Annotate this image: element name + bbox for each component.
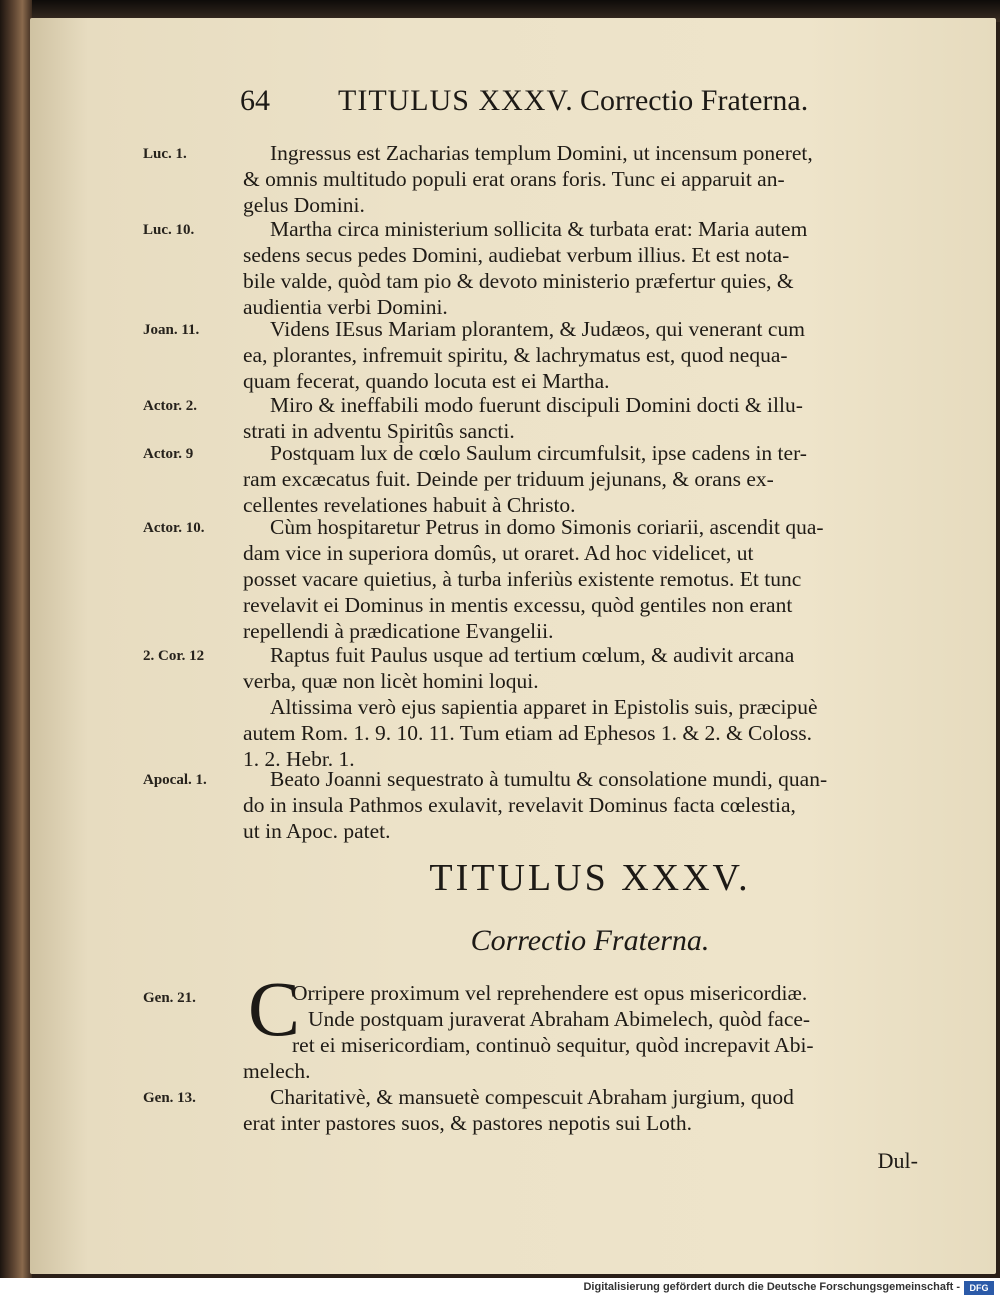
text-line: verba, quæ non licèt homini loqui. — [243, 669, 539, 693]
text-line: Ingressus est Zacharias templum Domini, ut incensum poneret, — [270, 141, 813, 165]
page-number: 64 — [240, 84, 270, 117]
text-line: autem Rom. 1. 9. 10. 11. Tum etiam ad Ephesos 1. & 2. & Coloss. — [243, 721, 812, 745]
text-line: Videns IEsus Mariam plorantem, & Judæos, qui venerant cum — [270, 317, 805, 341]
margin-reference: Luc. 1. — [143, 146, 187, 162]
running-head-title: TITULUS XXXV. — [338, 84, 574, 117]
text-line: 1. 2. Hebr. 1. — [243, 747, 355, 771]
running-head — [240, 84, 860, 128]
margin-reference: Luc. 10. — [143, 222, 195, 238]
footer-bar — [0, 1278, 1000, 1298]
text-line: gelus Domini. — [243, 193, 365, 217]
text-line: ea, plorantes, infremuit spiritu, & lachrymatus est, quod nequa- — [243, 343, 788, 367]
margin-reference: Joan. 11. — [143, 322, 200, 338]
text-line: strati in adventu Spiritûs sancti. — [243, 419, 515, 443]
text-line: do in insula Pathmos exulavit, revelavit Dominus facta cœlestia, — [243, 793, 796, 817]
text-line: repellendi à prædicatione Evangelii. — [243, 619, 554, 643]
catchword: Dul- — [877, 1148, 918, 1173]
text-line: Altissima verò ejus sapientia apparet in Epistolis suis, præcipuè — [270, 695, 818, 719]
section-subtitle: Correctio Fraterna. — [470, 924, 710, 957]
text-line: & omnis multitudo populi erat orans foris. Tunc ei apparuit an- — [243, 167, 785, 191]
text-line: Raptus fuit Paulus usque ad tertium cœlum, & audivit arcana — [270, 643, 795, 667]
text-line: bile valde, quòd tam pio & devoto ministerio præfertur quies, & — [243, 269, 794, 293]
text-line: posset vacare quietius, à turba inferiùs existente remotus. Et tunc — [243, 567, 802, 591]
margin-reference: 2. Cor. 12 — [143, 648, 205, 664]
margin-reference: Gen. 21. — [143, 990, 196, 1006]
text-line: erat inter pastores suos, & pastores nepotis sui Loth. — [243, 1111, 693, 1135]
text-line: Unde postquam juraverat Abraham Abimelech, quòd face- — [308, 1007, 811, 1031]
text-line: Martha circa ministerium sollicita & turbata erat: Maria autem — [270, 217, 808, 241]
margin-reference: Actor. 9 — [143, 446, 194, 462]
section-title: TITULUS XXXV. — [429, 857, 751, 899]
margin-reference: Apocal. 1. — [143, 772, 207, 788]
text-line: Orripere proximum vel reprehendere est opus misericordiæ. — [292, 981, 808, 1005]
page-content — [30, 18, 996, 1274]
text-line: cellentes revelationes habuit à Christo. — [243, 493, 576, 517]
text-line: ret ei misericordiam, continuò sequitur, quòd increpavit Abi- — [292, 1033, 814, 1057]
text-line: Cùm hospitaretur Petrus in domo Simonis coriarii, ascendit qua- — [270, 515, 824, 539]
text-line: revelavit ei Dominus in mentis excessu, quòd gentiles non erant — [243, 593, 793, 617]
text-line: audientia verbi Domini. — [243, 295, 448, 319]
margin-reference: Actor. 10. — [143, 520, 205, 536]
margin-reference: Actor. 2. — [143, 398, 198, 414]
running-head-subtitle: Correctio Fraterna. — [580, 84, 809, 117]
margin-reference: Gen. 13. — [143, 1090, 196, 1106]
text-line: ram excæcatus fuit. Deinde per triduum jejunans, & orans ex- — [243, 467, 774, 491]
dfg-logo: DFG — [964, 1281, 994, 1295]
text-line: Postquam lux de cœlo Saulum circumfulsit, ipse cadens in ter- — [270, 441, 807, 465]
book-binding — [0, 0, 32, 1278]
text-line: Beato Joanni sequestrato à tumultu & consolatione mundi, quan- — [270, 767, 828, 791]
text-line: dam vice in superiora domûs, ut oraret. Ad hoc videlicet, ut — [243, 541, 754, 565]
text-line: Miro & ineffabili modo fuerunt discipuli Domini docti & illu- — [270, 393, 803, 417]
funding-credit: Digitalisierung gefördert durch die Deutsche Forschungsgemeinschaft - — [583, 1281, 960, 1293]
text-line: quam fecerat, quando locuta est ei Martha. — [243, 369, 610, 393]
text-line: ut in Apoc. patet. — [243, 819, 391, 843]
text-line: Charitativè, & mansuetè compescuit Abraham jurgium, quod — [270, 1085, 794, 1109]
drop-cap: C — [248, 965, 301, 1052]
text-line: sedens secus pedes Domini, audiebat verbum illius. Et est nota- — [243, 243, 790, 267]
text-line: melech. — [243, 1059, 311, 1083]
